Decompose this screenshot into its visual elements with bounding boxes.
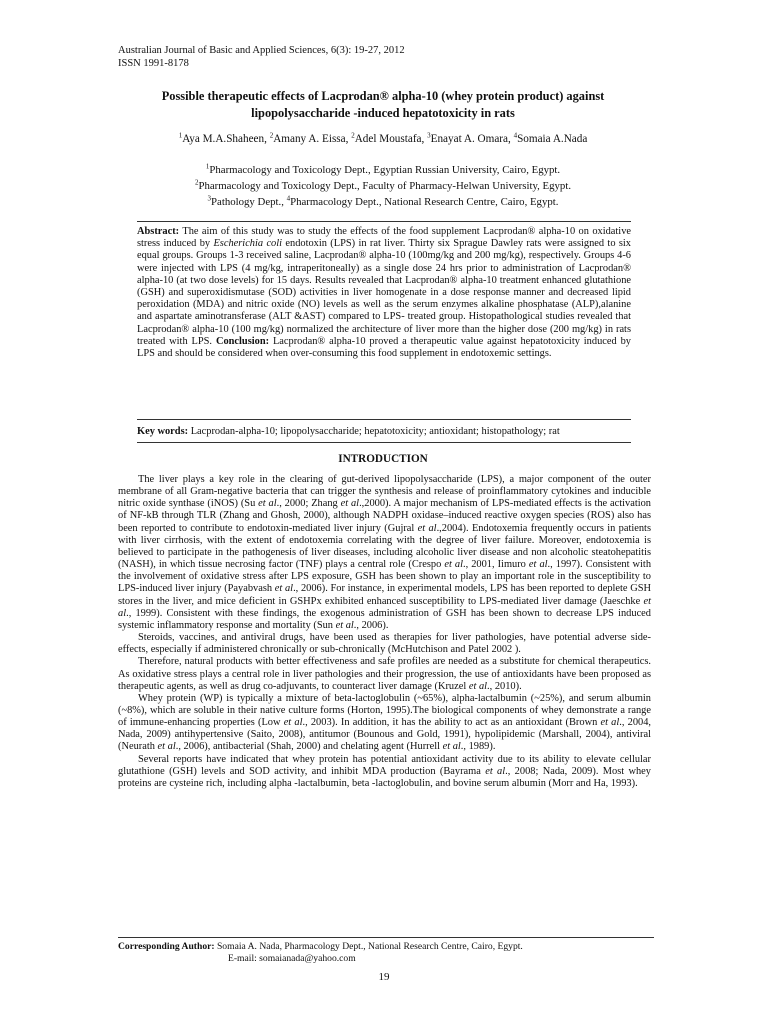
author-name: Adel Moustafa, [354,133,428,145]
author-affil-mark: 3 [427,131,431,140]
corresponding-author [118,941,523,965]
conclusion-label: Conclusion: [215,335,270,347]
paragraph: Whey protein (WP) is typically a mixture of beta-lactoglobulin (~65%), alpha-lactalbumin (~25%), and serum albumin (~8%), which are soluble in their native culture forms (Horton, 1995).The biological components of whey demonstrate a range of immune-enhancing properties (Low et al., 2003). In addition, it has the ability to act as an antioxidant (Brown et al., 2004, Nada, 2009) antihypertensive (Saito, 2008), antitumor (Bounous and Gold, 1991), hypolipidemic (Marshall, 2004), antiviral (Neurath et al., 2006), antibacterial (Shah, 2000) and chelating agent (Hurrell et al., 1989). [118,692,652,753]
author-affil-mark: 4 [513,131,518,140]
abstract-label: Abstract: [137,226,180,237]
footnote-rule [118,937,654,938]
author-name: Amany A. Eissa, [273,133,352,145]
paragraph: The liver plays a key role in the clearing of gut-derived lipopolysaccharide (LPS), a major component of the outer membrane of all Gram-negative bacteria that can trigger the synthesis and release of proinflammatory cytokines and inducible nitric oxide synthase (iNOS) (Su et al., 2000; Zhang et al.,2000). A major mechanism of LPS-mediated effects is the activation of NF-kB through TLR (Zhang and Ghosh, 2000), although NADPH oxidase–induced reactive oxygen species (ROS) also has been reported to contribute to endotoxin-mediated liver injury (Gujral et al.,2004). Endotoxemia frequently occurs in patients with liver cirrhosis, with the extent of endotoxemia correlating with the degree of liver failure. Moreover, endotoxemia is believed to participate in the pathogenesis of liver diseases, including alcoholic liver disease and non alcoholic steatohepatitis (NASH), in which tissue necrosing factor (TNF) plays a central role (Crespo et al., 2001, Iimuro et al., 1997). Consistent with the involvement of oxidative stress after LPS exposure, GSH has been shown to play an important role in the susceptibility to LPS-induced liver injury (Payabvash et al., 2006). For instance, in experimental models, LPS has been reported to deplete GSH stores in the liver, and mice deficient in GSHPx exhibited enhanced susceptibility to LPS-mediated liver damage (Jaeschke et al., 1999). Consistent with these findings, the exogenous administration of GSH has been shown to decrease LPS induced systemic inflammatory response and mortality (Sun et al., 2006). [118,474,652,631]
journal-citation: Australian Journal of Basic and Applied Sciences, 6(3): 19-27, 2012 [118,45,405,56]
author-affil-mark: 2 [351,131,355,140]
affil-text: Pathology Dept., [211,196,287,208]
affil-text: Pharmacology and Toxicology Dept., Egyptian Russian University, Cairo, Egypt. [209,164,561,176]
footnote-text: Somaia A. Nada, Pharmacology Dept., National Research Centre, Cairo, Egypt. [214,941,523,952]
affiliation-line [118,194,648,210]
affil-text: Pharmacology and Toxicology Dept., Faculty of Pharmacy-Helwan University, Egypt. [198,180,572,192]
keywords-text: Lacprodan-alpha-10; lipopolysaccharide; hepatotoxicity; antioxidant; histopathology; rat [188,426,560,437]
author-affil-mark: 1 [178,131,183,140]
author-name: Somaia A.Nada [517,133,588,145]
abstract-organism: Escherichia coli [213,238,283,250]
abstract [137,226,631,360]
author-email: E-mail: somaianada@yahoo.com [228,953,356,964]
abstract-bottom-rule [137,419,631,420]
affil-mark: 2 [194,178,199,187]
keywords [137,426,631,438]
journal-header [118,44,405,70]
paragraph: Therefore, natural products with better effectiveness and safe profiles are needed as a substitute for chemical therapeutics. As oxidative stress plays a central role in liver pathologies and their progression, the use of antioxidants have been proposed as therapeutic agents, as well as drug co-adjuvants, to counteract liver damage (Kruzel et al., 2010). [118,656,651,692]
abstract-text: The aim of this study was to study the effects of the food supplement Lacprodan® alpha-10 on oxidative stress induced by [137,226,631,250]
abstract-top-rule [137,221,631,222]
author-name: Enayat A. Omara, [430,133,514,145]
conclusion-text: Lacprodan® alpha-10 proved a therapeutic value against hepatotoxicity induced by LPS and should be considered when over-consuming this food supplement in endotoxemic settings. [137,335,631,360]
keywords-label: Key words: [137,426,189,437]
affiliation-line [118,162,648,178]
title-line-2: lipopolysaccharide -induced hepatotoxicity in rats [251,106,515,120]
author-name: Aya M.A.Shaheen, [182,133,270,145]
author-affil-mark: 2 [269,131,274,140]
paragraph: Several reports have indicated that whey protein has potential antioxidant activity due to its ability to elevate cellular glutathione (GSH) levels and SOD activity, and inhibit MDA production (Bayrama et al., 2008; Nada, 2009). Most whey proteins are cysteine rich, including alpha -lactalbumin, beta -lactoglobulin, and bovine serum albumin (Morr and Ha, 1993). [118,753,651,789]
title-line-1: Possible therapeutic effects of Lacprodan® alpha-10 (whey protein product) against [161,89,605,103]
affiliations [118,162,648,210]
footnote-label: Corresponding Author: [118,941,215,952]
journal-issn: ISSN 1991-8178 [118,58,189,69]
author-list [118,133,648,145]
keywords-bottom-rule [137,442,631,443]
paper-title [118,88,648,122]
page-number: 19 [378,971,390,983]
abstract-text: endotoxin (LPS) in rat liver. Thirty six Sprague Dawley rats were assigned to six equal groups. Groups 1-3 received saline, Lacprodan® alpha-10 (100mg/kg and 200 mg/kg), respectively. Groups 4-6 were injected with LPS (4 mg/kg, intraperitoneally) as a single dose 24 hrs prior to administration of Lacprodan® alpha-10 (at two dose levels) for 15 days. Results revealed that Lacprodan® alpha-10 treatment enhanced glutathione (GSH) and superoxidismutase (SOD) activities in liver homogenate in a dose response manner and decreased lipid peroxidation (MDA) and nitric oxide (NO) levels as well as the serum enzymes alkaline phosphatase (ALP),alanine and aspartate aminotransferase (ALT &AST) compared to LPS- treated group. Histopathological studies revealed that Lacprodan® alpha-10 (100 mg/kg) normalized the architecture of liver more than the higher dose (200 mg/kg) in rats treated with LPS. [137,238,631,347]
affil-text: Pharmacology Dept., National Research Centre, Cairo, Egypt. [290,196,559,208]
section-heading: INTRODUCTION [338,453,428,465]
affiliation-line [118,178,648,194]
introduction-body [118,474,651,790]
paragraph: Steroids, vaccines, and antiviral drugs, have been used as therapies for liver pathologies, have potential adverse side-effects, especially if administered chronically or sub-chronically (McHutchison and Patel 2002 ). [118,632,651,656]
affil-mark: 1 [205,162,210,171]
affil-mark: 3 [207,194,212,203]
affil-mark: 4 [286,194,291,203]
